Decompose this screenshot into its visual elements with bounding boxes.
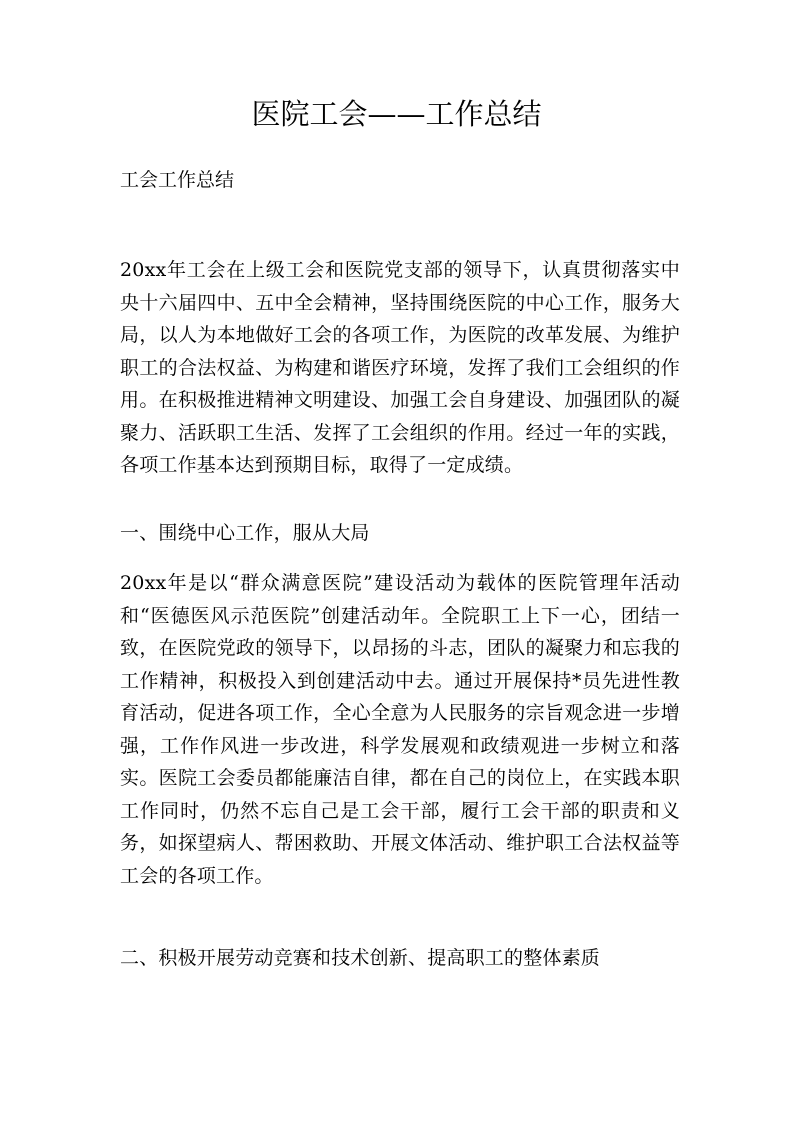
document-subtitle: 工会工作总结 [120, 169, 235, 191]
section-heading-1: 一、围绕中心工作，服从大局 [120, 522, 370, 544]
paragraph-section-1: 20xx年是以“群众满意医院”建设活动为载体的医院管理年活动和“医德医风示范医院”创建活动年。全院职工上下一心，团结一致，在医院党政的领导下，以昂扬的斗志，团队的凝聚力和忘我的工作精神，积极投入到创建活动中去。通过开展保持*员先进性教育活动，促进各项工作，全心全意为人民服务的宗旨观念进一步增强，工作作风进一步改进，科学发展观和政绩观进一步树立和落实。医院工会委员都能廉洁自律，都在自己的岗位上，在实践本职工作同时，仍然不忘自己是工会干部，履行工会干部的职责和义务，如探望病人、帮困救助、开展文体活动、维护职工合法权益等工会的各项工作。 [120, 572, 680, 887]
section-heading-2: 二、积极开展劳动竞赛和技术创新、提高职工的整体素质 [120, 947, 601, 969]
paragraph-intro: 20xx年工会在上级工会和医院党支部的领导下，认真贯彻落实中央十六届四中、五中全会精神，坚持围绕医院的中心工作，服务大局，以人为本地做好工会的各项工作，为医院的改革发展、为维护职工的合法权益、为构建和谐医疗环境，发挥了我们工会组织的作用。在积极推进精神文明建设、加强工会自身建设、加强团队的凝聚力、活跃职工生活、发挥了工会组织的作用。经过一年的实践，各项工作基本达到预期目标，取得了一定成绩。 [120, 259, 680, 476]
document-title: 医院工会——工作总结 [251, 97, 542, 131]
